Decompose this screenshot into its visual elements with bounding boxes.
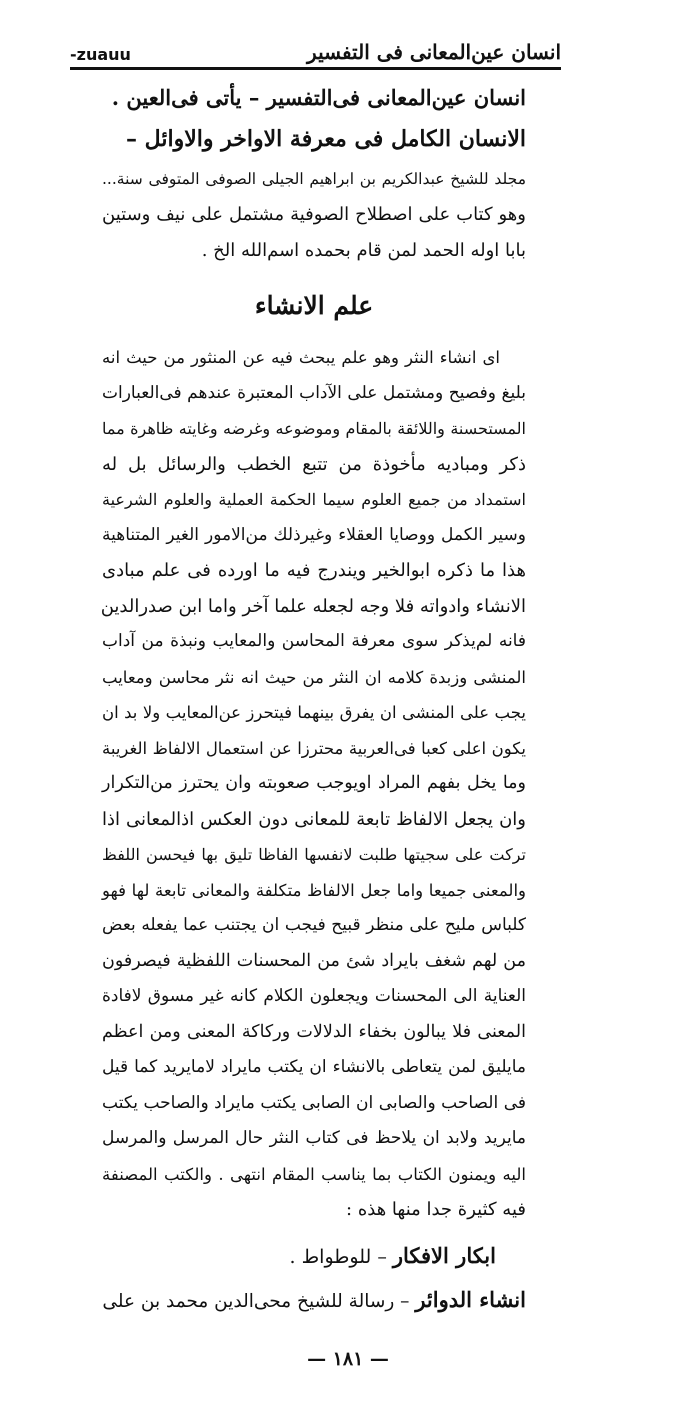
text-line: كلباس مليح على منظر قبيح فيجب ان يجتنب عما يفعله بعض bbox=[102, 915, 526, 935]
text-line: ذكر ومباديه مأخوذة من تتبع الخطب والرسائل بل له bbox=[102, 453, 526, 475]
page-number: — ۱۸۱ — bbox=[307, 1348, 389, 1370]
text-line: فيه كثيرة جدا منها هذه : bbox=[346, 1199, 526, 1220]
section-heading: علم الانشاء bbox=[254, 291, 374, 320]
text-line: فى الصاحب والصابى ان الصابى يكتب مايراد والصاحب يكتب bbox=[102, 1092, 526, 1113]
book-entry bbox=[102, 1278, 526, 1322]
text-line: بليغ وفصيح ومشتمل على الآداب المعتبرة عندهم فى‌العبارات bbox=[102, 382, 526, 403]
section-body bbox=[102, 340, 526, 1228]
page-header bbox=[70, 30, 561, 64]
text-line: يكون اعلى كعبا فى‌العربية محترزا عن استعمال الالفاظ الغريبة bbox=[102, 738, 526, 758]
header-code: -zuauu bbox=[70, 45, 131, 64]
entry-title: انسان عين‌المعانى فى‌التفسير – يأتى فى‌العين . bbox=[111, 85, 526, 110]
entry-title: الانسان الكامل فى معرفة الاواخر والاوائل – bbox=[126, 125, 526, 152]
text-line: المعنى فلا يبالون بخفاء الدلالات وركاكة المعنى ومن اعظم bbox=[102, 1021, 526, 1042]
text-line: المستحسنة واللائقة بالمقام وموضوعه وغرضه وغايته ظاهرة مما bbox=[102, 419, 527, 438]
text-line: الانشاء وادواته فلا وجه لجعله علما آخر واما ابن صدرالدين bbox=[100, 595, 526, 617]
book-title: ابكار الافكار bbox=[392, 1242, 496, 1268]
text-line: وما يخل بفهم المراد اويوجب صعوبته وان يحترز من‌التكرار bbox=[102, 773, 526, 793]
text-line: يجب على المنشى ان يفرق بينهما فيتحرز عن‌المعايب ولا بد ان bbox=[102, 703, 526, 722]
text-line: وسير الكمل ووصايا العقلاء وغيرذلك من‌الامور الغير المتناهية bbox=[102, 524, 526, 545]
text-line: هذا ما ذكره ابوالخير ويندرج فيه ما اورده فى علم مبادى bbox=[102, 560, 526, 581]
text-line: فانه لم‌يذكر سوى معرفة المحاسن والمعايب ونبذة من آداب bbox=[102, 631, 526, 651]
text-line: مايريد ولابد ان يلاحظ فى كتاب النثر حال المرسل والمرسل bbox=[102, 1128, 526, 1148]
entry-text: مجلد للشيخ عبدالكريم بن ابراهيم الجيلى الصوفى المتوفى سنة... bbox=[102, 169, 526, 188]
page-content bbox=[102, 80, 526, 1322]
text-line: والمعنى جميعا واما جعل الالفاظ متكلفة والمعانى تابعة لها فهو bbox=[102, 880, 526, 900]
text-line: مايليق لمن يتعاطى بالانشاء ان يكتب مايراد لامايريد كما قيل bbox=[102, 1057, 526, 1077]
text-line: اليه ويمنون الكتاب بما يناسب المقام انتهى . والكتب المصنفة bbox=[102, 1164, 526, 1184]
text-line: استمداد من جميع العلوم سيما الحكمة العملية والعلوم الشرعية bbox=[102, 490, 526, 509]
header-rule bbox=[70, 67, 561, 70]
text-line: من لهم شغف بايراد شئ من المحسنات اللفظية فيصرفون bbox=[102, 950, 526, 971]
book-title: انشاء الدوائر bbox=[415, 1286, 526, 1312]
book-description: – للوطواط . bbox=[289, 1245, 393, 1268]
text-line: تركت على سجيتها طلبت لانفسها الفاظا تليق بها فيحسن اللفظ bbox=[102, 845, 526, 864]
book-entry bbox=[102, 1234, 526, 1278]
entry-text: بابا اوله الحمد لمن قام بحمده اسم‌الله الخ . bbox=[201, 239, 526, 261]
text-line: اى انشاء النثر وهو علم يبحث فيه عن المنثور من حيث انه bbox=[102, 348, 500, 367]
running-title: انسان عين‌المعانى فى التفسير bbox=[307, 40, 561, 64]
text-line: العناية الى المحسنات ويجعلون الكلام كانه غير مسوق لافادة bbox=[102, 986, 526, 1006]
entry-text: وهو كتاب على اصطلاح الصوفية مشتمل على نيف وستين bbox=[102, 204, 526, 225]
book-description: – رسالة للشيخ محى‌الدين محمد بن على bbox=[102, 1290, 416, 1312]
text-line: وان يجعل الالفاظ تابعة للمعانى دون العكس اذالمعانى اذا bbox=[102, 808, 526, 830]
text-line: المنشى وزبدة كلامه ان النثر من حيث انه نثر محاسن ومعايب bbox=[102, 667, 526, 687]
